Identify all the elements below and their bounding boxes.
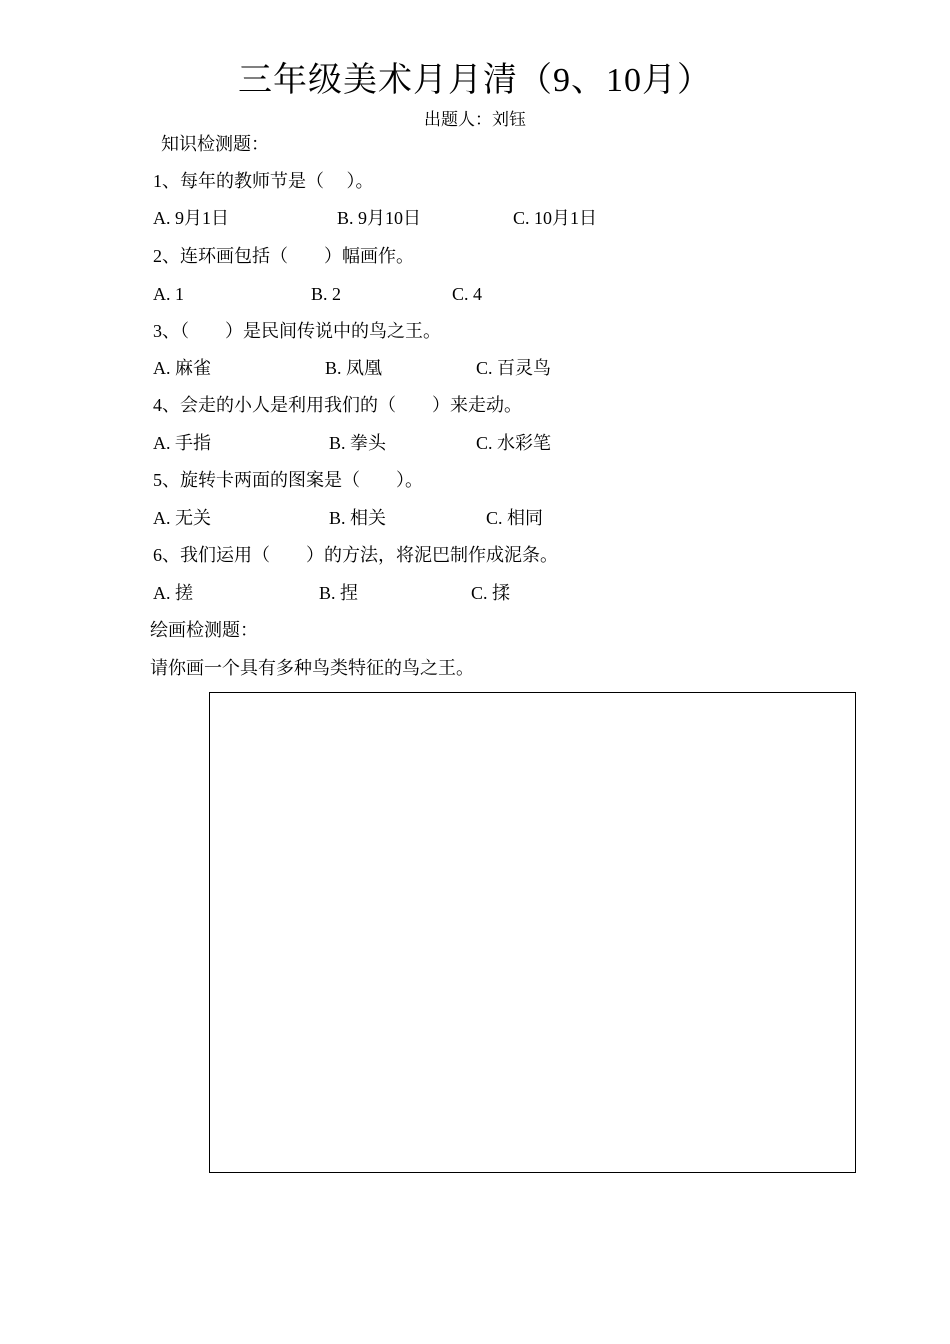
question-2-option-c: C. 4 bbox=[452, 284, 483, 304]
question-4: 4、会走的小人是利用我们的（ ）来走动。 bbox=[153, 395, 522, 415]
question-1: 1、每年的教师节是（ ）。 bbox=[153, 171, 374, 191]
question-5: 5、旋转卡两面的图案是（ ）。 bbox=[153, 470, 423, 490]
question-2: 2、连环画包括（ ）幅画作。 bbox=[153, 246, 414, 266]
question-4-option-a: A. 手指 bbox=[153, 433, 211, 453]
page-title: 三年级美术月月清（9、10月） bbox=[238, 62, 712, 99]
author-line: 出题人：刘钰 bbox=[424, 110, 526, 129]
question-5-option-a: A. 无关 bbox=[153, 508, 211, 528]
question-6-option-b: B. 捏 bbox=[319, 583, 359, 603]
question-1-option-c: C. 10月1日 bbox=[513, 208, 598, 228]
question-5-option-c: C. 相同 bbox=[486, 508, 544, 528]
question-2-option-b: B. 2 bbox=[311, 284, 342, 304]
knowledge-section-label: 知识检测题： bbox=[161, 134, 269, 154]
question-3-option-a: A. 麻雀 bbox=[153, 358, 211, 378]
question-3-option-b: B. 凤凰 bbox=[325, 358, 383, 378]
drawing-answer-box bbox=[209, 692, 856, 1173]
question-3: 3、（ ）是民间传说中的鸟之王。 bbox=[153, 321, 441, 341]
question-2-option-a: A. 1 bbox=[153, 284, 184, 304]
question-4-option-c: C. 水彩笔 bbox=[476, 433, 552, 453]
question-6: 6、我们运用（ ）的方法，将泥巴制作成泥条。 bbox=[153, 545, 558, 565]
question-6-option-a: A. 搓 bbox=[153, 583, 193, 603]
question-3-option-c: C. 百灵鸟 bbox=[476, 358, 552, 378]
question-5-option-b: B. 相关 bbox=[329, 508, 387, 528]
question-4-option-b: B. 拳头 bbox=[329, 433, 387, 453]
drawing-section-label: 绘画检测题： bbox=[150, 620, 258, 640]
question-1-option-b: B. 9月10日 bbox=[337, 208, 422, 228]
drawing-prompt: 请你画一个具有多种鸟类特征的鸟之王。 bbox=[150, 658, 474, 678]
question-1-option-a: A. 9月1日 bbox=[153, 208, 229, 228]
question-6-option-c: C. 揉 bbox=[471, 583, 511, 603]
